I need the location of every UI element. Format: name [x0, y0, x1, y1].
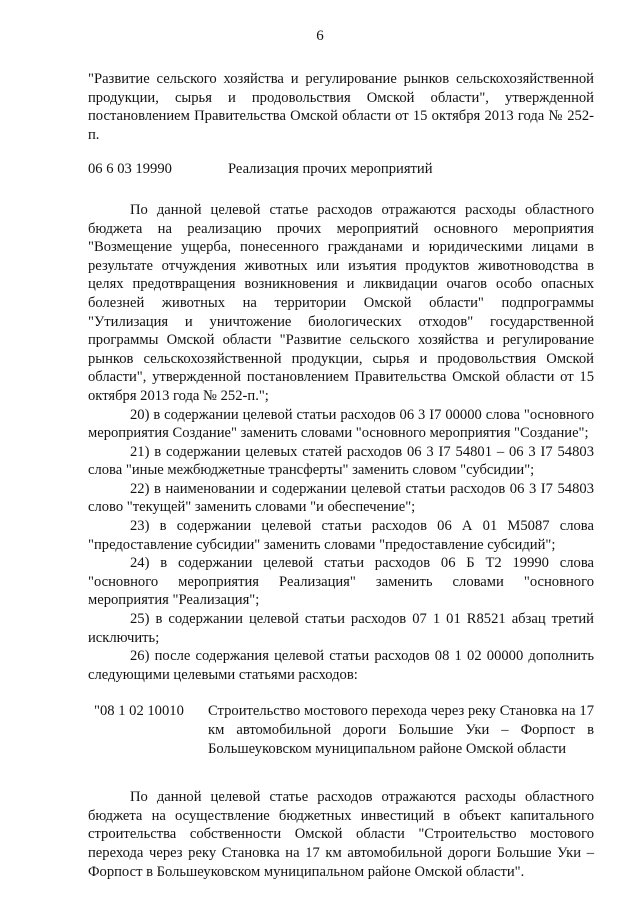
page-number: 6	[316, 28, 324, 44]
paragraph-item-20: 20) в содержании целевой статьи расходов 06 3 I7 00000 слова "основного мероприятия Создание" заменить словами "основного мероприятия "Создание";	[88, 406, 594, 442]
paragraph-item-24: 24) в содержании целевой статьи расходов 06 Б Т2 19990 слова "основного мероприятия Реализация" заменить словами "основного мероприятия "Реализация";	[88, 555, 594, 609]
paragraph-item-26: 26) после содержания целевой статьи расходов 08 1 02 00000 дополнить следующими целевыми статьями расходов:	[88, 648, 594, 683]
paragraph-description-final: По данной целевой статье расходов отражаются расходы областного бюджета на осуществление бюджетных инвестиций в объект капитального строительства собственности Омской области "Строительство мостового перехода через реку Становка на 17 км автомобильной дороги Большие Уки – Форпост в Большеуковском муниципальном районе Омской области".	[88, 789, 594, 880]
budget-item-row-new	[88, 702, 594, 758]
paragraph-item-22: 22) в наименовании и содержании целевой статьи расходов 06 3 I7 54803 слово "текущей" заменить словами "и обеспечение";	[88, 480, 594, 516]
paragraph-description: По данной целевой статье расходов отражаются расходы областного бюджета на реализацию прочих мероприятий основного мероприятия "Возмещение ущерба, понесенного гражданами и юридическими лицами в результате отчуждения животных или изъятия продуктов животноводства в целях предотвращения возникновения и ликвидации очагов особо опасных болезней животных на территории Омской области" подпрограммы "Утилизация и уничтожение биологических отходов" государственной программы Омской области "Развитие сельского хозяйства и регулирование рынков сельскохозяйственной продукции, сырья и продовольствия Омской области", утвержденной постановлением Правительства Омской области от 15 октября 2013 года № 252-п.";	[88, 201, 594, 404]
budget-item-row	[88, 160, 594, 179]
paragraph-item-21: 21) в содержании целевых статей расходов 06 3 I7 54801 – 06 3 I7 54803 слова "иные межбюджетные трансферты" заменить словом "субсидии";	[88, 443, 594, 479]
paragraph-continuation: "Развитие сельского хозяйства и регулирование рынков сельскохозяйственной продукции, сырья и продовольствия Омской области", утвержденной постановлением Правительства Омской области от 15 октября 2013 года № 252-п.	[88, 71, 594, 143]
paragraph-item-25: 25) в содержании целевой статьи расходов 07 1 01 R8521 абзац третий исключить;	[88, 611, 594, 646]
budget-item-title-new: Строительство мостового перехода через реку Становка на 17 км автомобильной дороги Большие Уки – Форпост в Большеуковском муниципальном районе Омской области	[208, 703, 594, 757]
document-body	[88, 70, 594, 881]
budget-code-new: "08 1 02 10010	[94, 703, 184, 720]
budget-item-title: Реализация прочих мероприятий	[228, 161, 433, 178]
budget-code: 06 6 03 19990	[88, 161, 172, 178]
paragraph-item-23: 23) в содержании целевой статьи расходов 06 А 01 M5087 слова "предоставление субсидии" заменить словами "предоставление субсидий";	[88, 518, 594, 553]
